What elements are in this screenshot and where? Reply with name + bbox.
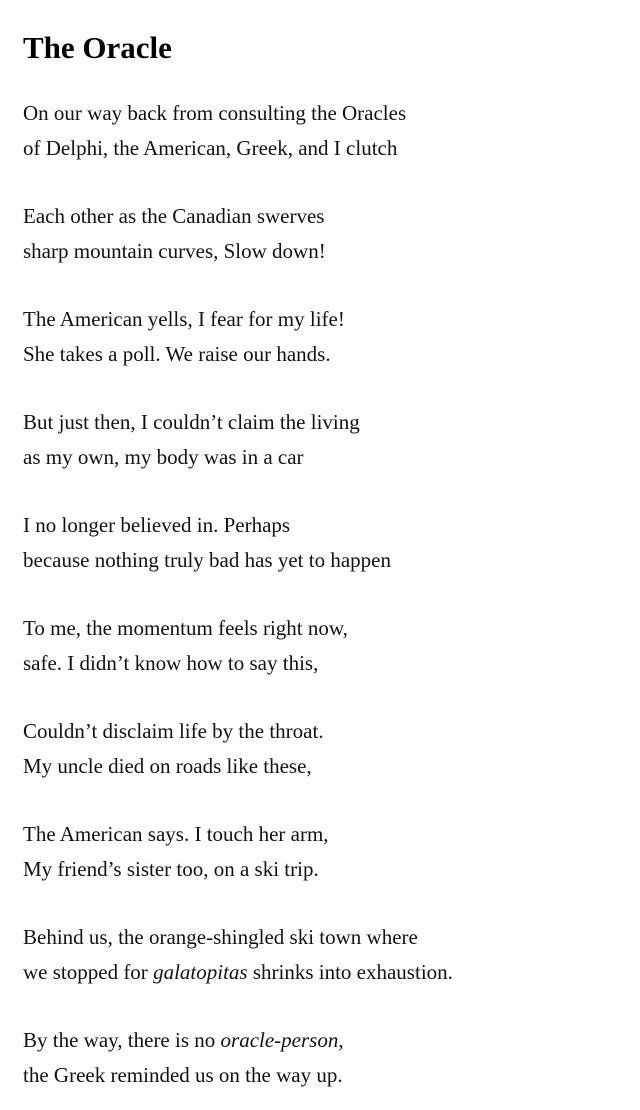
poem-line	[23, 955, 640, 990]
poem-line	[23, 1023, 640, 1058]
stanza	[23, 1023, 640, 1092]
stanza	[23, 302, 640, 371]
poem-line: safe. I didn’t know how to say this,	[23, 650, 319, 675]
poem-line: of Delphi, the American, Greek, and I clutch	[23, 135, 398, 160]
italic-word: galatopitas	[153, 959, 248, 984]
poem-line: On our way back from consulting the Oracles	[23, 101, 407, 125]
line-text: shrinks into exhaustion.	[247, 959, 453, 984]
poem-line: I no longer believed in. Perhaps	[23, 513, 291, 537]
line-text: By the way, there is no	[23, 1028, 221, 1052]
poem-line: Each other as the Canadian swerves	[23, 204, 325, 228]
line-text: ,	[338, 1028, 344, 1052]
poem-line: The American says. I touch her arm,	[23, 822, 329, 846]
poem-line: She takes a poll. We raise our hands.	[23, 341, 331, 366]
stanza	[23, 714, 640, 783]
poem-title: The Oracle	[23, 30, 172, 65]
poem-line: My uncle died on roads like these,	[23, 753, 312, 778]
poem-line: as my own, my body was in a car	[23, 444, 304, 469]
line-text: we stopped for	[23, 959, 154, 984]
stanza	[23, 817, 640, 886]
poem-line: My friend’s sister too, on a ski trip.	[23, 856, 319, 881]
poem-line: sharp mountain curves, Slow down!	[23, 238, 326, 263]
poem-line: Behind us, the orange-shingled ski town where	[23, 925, 418, 949]
poem-line: the Greek reminded us on the way up.	[23, 1062, 343, 1087]
stanza	[23, 611, 640, 680]
stanza	[23, 405, 640, 474]
stanza	[23, 920, 640, 989]
poem-line: Couldn’t disclaim life by the throat.	[23, 719, 324, 743]
poem-line: But just then, I couldn’t claim the living	[23, 410, 360, 434]
stanza	[23, 508, 640, 577]
italic-word: oracle-person	[220, 1028, 339, 1052]
poem-line: To me, the momentum feels right now,	[23, 616, 348, 640]
poem-line: because nothing truly bad has yet to happen	[23, 547, 391, 572]
stanza	[23, 96, 640, 165]
poem-line: The American yells, I fear for my life!	[23, 307, 345, 331]
stanza	[23, 199, 640, 268]
